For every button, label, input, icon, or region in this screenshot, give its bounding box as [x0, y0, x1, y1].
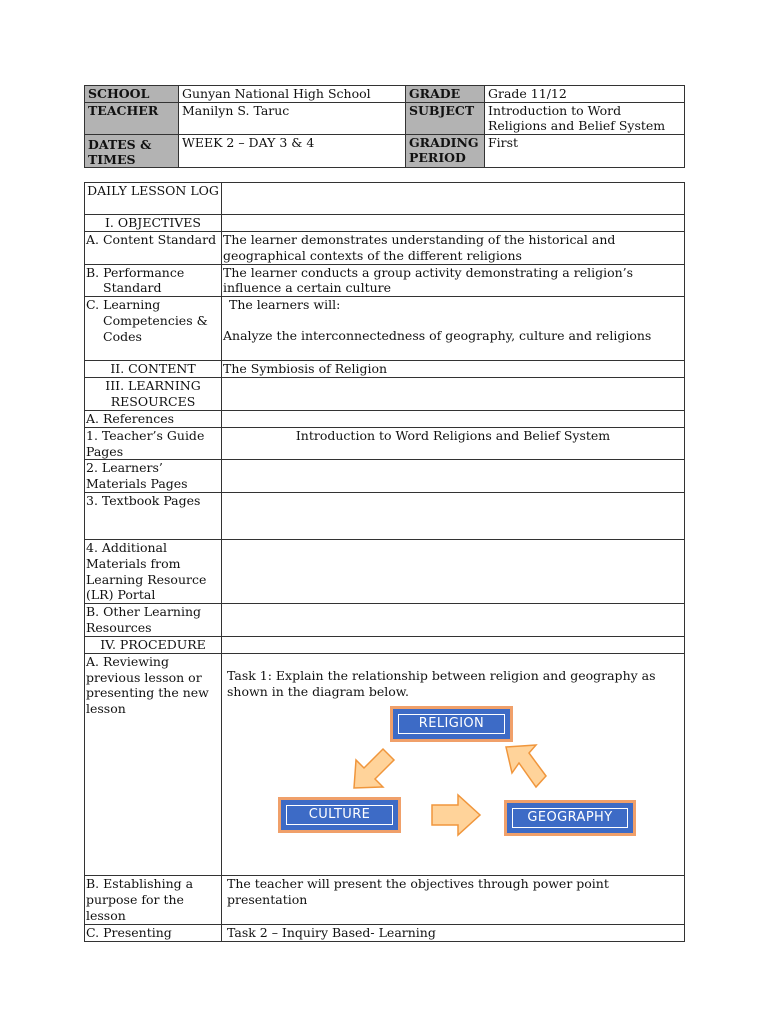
competencies-intro: The learners will: [229, 297, 341, 313]
religion-box [390, 706, 513, 742]
objectives-heading: I. OBJECTIVES [85, 215, 222, 232]
relationship-diagram [222, 699, 684, 875]
empty-cell [222, 539, 685, 603]
learners-materials-label: 2. Learners’ Materials Pages [85, 460, 222, 493]
additional-materials-label: 4. Additional Materials from Learning Resource (LR) Portal [85, 539, 222, 603]
dates-value: WEEK 2 – DAY 3 & 4 [179, 135, 406, 168]
establishing-label: B. Establishing a purpose for the lesson [85, 876, 222, 924]
geography-label: GEOGRAPHY [527, 810, 613, 826]
subject-label: SUBJECT [406, 103, 485, 135]
teachers-guide-label: 1. Teacher’s Guide Pages [85, 427, 222, 460]
empty-cell [222, 604, 685, 637]
arrow-geography-to-religion-icon [504, 743, 550, 791]
performance-standard-label: B. Performance Standard [85, 264, 222, 297]
empty-cell [222, 215, 685, 232]
school-label: SCHOOL [85, 86, 179, 103]
competencies-label: C. Learning Competencies & Codes [85, 297, 222, 361]
arrow-culture-to-geography-icon [430, 793, 482, 837]
empty-cell [222, 183, 685, 215]
presenting-label: C. Presenting [85, 924, 222, 941]
other-resources-label: B. Other Learning Resources [85, 604, 222, 637]
establishing-text: The teacher will present the objectives through power point presentation [222, 876, 685, 924]
empty-cell [222, 460, 685, 493]
empty-cell [222, 410, 685, 427]
references-label: A. References [85, 410, 222, 427]
resources-heading: III. LEARNING RESOURCES [85, 378, 222, 411]
period-value: First [485, 135, 685, 168]
grade-value: Grade 11/12 [485, 86, 685, 103]
period-label: GRADING PERIOD [406, 135, 485, 168]
empty-cell [222, 378, 685, 411]
empty-cell [222, 492, 685, 539]
procedure-heading: IV. PROCEDURE [85, 636, 222, 653]
header-table [84, 85, 685, 168]
reviewing-cell [222, 653, 685, 876]
competencies-cell [222, 297, 685, 361]
content-standard-text: The learner demonstrates understanding of the historical and geographical contexts of the different religions [222, 232, 685, 265]
performance-standard-text: The learner conducts a group activity demonstrating a religion’s influence a certain culture [222, 264, 685, 297]
textbook-label: 3. Textbook Pages [85, 492, 222, 539]
grade-label: GRADE [406, 86, 485, 103]
arrow-religion-to-culture-icon [350, 745, 398, 793]
competencies-text: Analyze the interconnectedness of geography, culture and religions [223, 327, 652, 343]
task1-text: Task 1: Explain the relationship between religion and geography as shown in the diagram below. [227, 667, 656, 699]
teacher-label: TEACHER [85, 103, 179, 135]
geography-box [504, 800, 636, 836]
subject-value: Introduction to Word Religions and Belief System [485, 103, 685, 135]
religion-label: RELIGION [418, 716, 485, 732]
reviewing-label: A. Reviewing previous lesson or presenting the new lesson [85, 653, 222, 876]
culture-label: CULTURE [308, 807, 371, 823]
presenting-text: Task 2 – Inquiry Based- Learning [222, 924, 685, 941]
dates-label: DATES & TIMES [85, 135, 179, 168]
teachers-guide-text: Introduction to Word Religions and Belief System [222, 427, 685, 460]
lesson-log-table [84, 182, 685, 942]
school-value: Gunyan National High School [179, 86, 406, 103]
lesson-log-title: DAILY LESSON LOG [85, 183, 222, 215]
empty-cell [222, 636, 685, 653]
culture-box [278, 797, 401, 833]
content-text: The Symbiosis of Religion [222, 361, 685, 378]
content-standard-label: A. Content Standard [85, 232, 222, 265]
content-heading: II. CONTENT [85, 361, 222, 378]
teacher-value: Manilyn S. Taruc [179, 103, 406, 135]
